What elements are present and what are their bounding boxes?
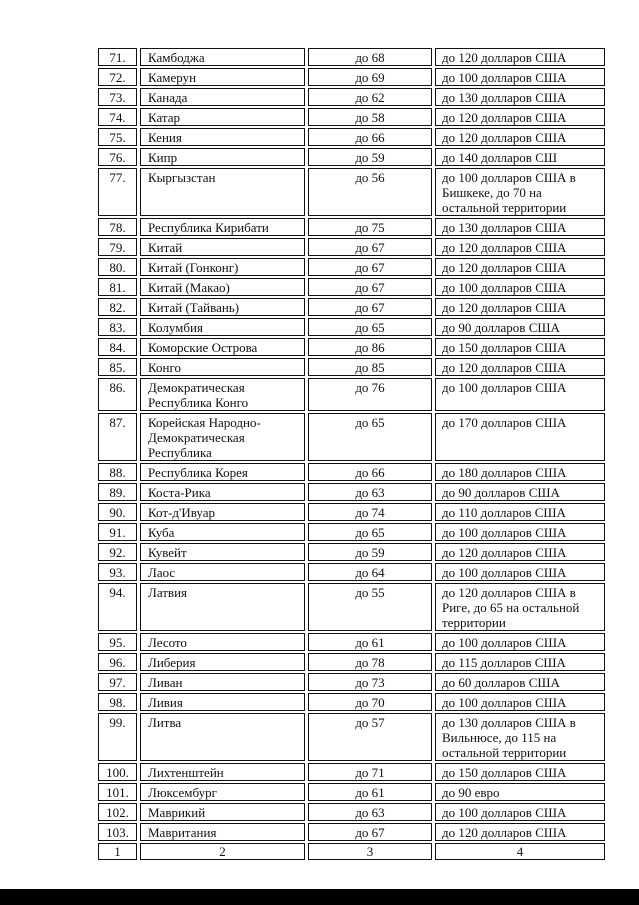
country-name: Камбоджа — [140, 48, 305, 66]
table-row — [98, 218, 605, 236]
column-4-value: до 140 долларов СШ — [435, 148, 605, 166]
row-number: 71. — [98, 48, 137, 66]
country-name: Кот-д'Ивуар — [140, 503, 305, 521]
row-number: 83. — [98, 318, 137, 336]
column-4-value: до 120 долларов США — [435, 238, 605, 256]
table-row — [98, 763, 605, 781]
column-4-value: до 150 долларов США — [435, 763, 605, 781]
column-4-value: до 120 долларов США — [435, 298, 605, 316]
column-4-value: до 130 долларов США в Вильнюсе, до 115 на остальной территории — [435, 713, 605, 761]
table-body — [98, 48, 605, 860]
row-number: 84. — [98, 338, 137, 356]
row-number: 72. — [98, 68, 137, 86]
row-number: 78. — [98, 218, 137, 236]
column-3-value: до 69 — [308, 68, 432, 86]
table-row — [98, 483, 605, 501]
column-4-value: до 100 долларов США — [435, 278, 605, 296]
table-row — [98, 298, 605, 316]
table-row — [98, 413, 605, 461]
row-number: 100. — [98, 763, 137, 781]
column-3-value: до 66 — [308, 463, 432, 481]
country-name: Катар — [140, 108, 305, 126]
country-name: Китай — [140, 238, 305, 256]
column-3-value: до 67 — [308, 238, 432, 256]
country-name: Коста-Рика — [140, 483, 305, 501]
column-3-value: до 56 — [308, 168, 432, 216]
column-3-value: до 61 — [308, 783, 432, 801]
table-row — [98, 783, 605, 801]
table-row — [98, 148, 605, 166]
table-row — [98, 803, 605, 821]
table-row — [98, 463, 605, 481]
country-name: Ливия — [140, 693, 305, 711]
table-row — [98, 378, 605, 411]
country-name: Мавритания — [140, 823, 305, 841]
column-4-value: до 100 долларов США — [435, 693, 605, 711]
row-number: 85. — [98, 358, 137, 376]
row-number: 73. — [98, 88, 137, 106]
row-number: 76. — [98, 148, 137, 166]
row-number: 92. — [98, 543, 137, 561]
column-3-value: до 58 — [308, 108, 432, 126]
table-row — [98, 258, 605, 276]
row-number: 74. — [98, 108, 137, 126]
country-name: Демократическая Республика Конго — [140, 378, 305, 411]
row-number: 77. — [98, 168, 137, 216]
row-number: 91. — [98, 523, 137, 541]
column-4-value: до 120 долларов США — [435, 128, 605, 146]
country-name: Камерун — [140, 68, 305, 86]
table-row — [98, 653, 605, 671]
column-3-value: до 66 — [308, 128, 432, 146]
table-row — [98, 108, 605, 126]
country-name: Лаос — [140, 563, 305, 581]
column-3-value: до 67 — [308, 258, 432, 276]
scan-bottom-edge — [0, 889, 639, 905]
row-number: 75. — [98, 128, 137, 146]
column-4-value: до 120 долларов США — [435, 543, 605, 561]
row-number: 88. — [98, 463, 137, 481]
column-3-value: до 61 — [308, 633, 432, 651]
column-4-value: до 130 долларов США — [435, 88, 605, 106]
column-3-value: до 75 — [308, 218, 432, 236]
country-name: Китай (Тайвань) — [140, 298, 305, 316]
column-4-value: до 150 долларов США — [435, 338, 605, 356]
column-4-value: до 115 долларов США — [435, 653, 605, 671]
row-number: 87. — [98, 413, 137, 461]
country-name: Республика Кирибати — [140, 218, 305, 236]
column-4-value: до 100 долларов США — [435, 563, 605, 581]
column-4-value: до 120 долларов США — [435, 358, 605, 376]
table-row — [98, 318, 605, 336]
column-4-value: до 120 долларов США — [435, 258, 605, 276]
row-number: 96. — [98, 653, 137, 671]
column-4-value: до 120 долларов США — [435, 48, 605, 66]
country-name: Либерия — [140, 653, 305, 671]
column-3-value: до 67 — [308, 278, 432, 296]
column-4-value: до 120 долларов США в Риге, до 65 на остальной территории — [435, 583, 605, 631]
row-number: 86. — [98, 378, 137, 411]
country-name: Ливан — [140, 673, 305, 691]
row-number: 79. — [98, 238, 137, 256]
table-row — [98, 823, 605, 841]
column-3-value: до 64 — [308, 563, 432, 581]
column-3-value: до 57 — [308, 713, 432, 761]
country-name: Коморские Острова — [140, 338, 305, 356]
column-4-value: до 170 долларов США — [435, 413, 605, 461]
country-name: Кения — [140, 128, 305, 146]
table-row — [98, 338, 605, 356]
column-3-value: до 62 — [308, 88, 432, 106]
row-number: 101. — [98, 783, 137, 801]
column-3-value: до 67 — [308, 298, 432, 316]
country-rates-table — [95, 46, 608, 862]
row-number: 93. — [98, 563, 137, 581]
table-row — [98, 238, 605, 256]
column-3-value: до 59 — [308, 543, 432, 561]
table-row — [98, 633, 605, 651]
column-number: 2 — [140, 843, 305, 860]
row-number: 98. — [98, 693, 137, 711]
country-name: Лесото — [140, 633, 305, 651]
column-3-value: до 63 — [308, 483, 432, 501]
country-name: Канада — [140, 88, 305, 106]
country-name: Китай (Макао) — [140, 278, 305, 296]
column-3-value: до 63 — [308, 803, 432, 821]
column-4-value: до 60 долларов США — [435, 673, 605, 691]
country-name: Кипр — [140, 148, 305, 166]
country-name: Куба — [140, 523, 305, 541]
country-name: Литва — [140, 713, 305, 761]
row-number: 102. — [98, 803, 137, 821]
country-name: Республика Корея — [140, 463, 305, 481]
column-4-value: до 100 долларов США — [435, 68, 605, 86]
column-3-value: до 65 — [308, 318, 432, 336]
column-4-value: до 130 долларов США — [435, 218, 605, 236]
row-number: 95. — [98, 633, 137, 651]
table-row — [98, 673, 605, 691]
country-name: Кувейт — [140, 543, 305, 561]
row-number: 103. — [98, 823, 137, 841]
row-number: 90. — [98, 503, 137, 521]
country-name: Конго — [140, 358, 305, 376]
row-number: 80. — [98, 258, 137, 276]
column-3-value: до 70 — [308, 693, 432, 711]
column-3-value: до 78 — [308, 653, 432, 671]
column-3-value: до 73 — [308, 673, 432, 691]
column-number: 1 — [98, 843, 137, 860]
country-name: Кыргызстан — [140, 168, 305, 216]
column-3-value: до 65 — [308, 523, 432, 541]
country-name: Колумбия — [140, 318, 305, 336]
table-row — [98, 543, 605, 561]
table-row — [98, 583, 605, 631]
table-row — [98, 48, 605, 66]
table-row — [98, 713, 605, 761]
column-3-value: до 74 — [308, 503, 432, 521]
column-3-value: до 71 — [308, 763, 432, 781]
column-numbers-row — [98, 843, 605, 860]
row-number: 94. — [98, 583, 137, 631]
row-number: 81. — [98, 278, 137, 296]
column-4-value: до 120 долларов США — [435, 823, 605, 841]
column-4-value: до 90 евро — [435, 783, 605, 801]
column-4-value: до 100 долларов США — [435, 633, 605, 651]
row-number: 82. — [98, 298, 137, 316]
column-number: 4 — [435, 843, 605, 860]
column-3-value: до 76 — [308, 378, 432, 411]
country-name: Лихтенштейн — [140, 763, 305, 781]
table-row — [98, 128, 605, 146]
table-row — [98, 358, 605, 376]
column-4-value: до 100 долларов США — [435, 378, 605, 411]
country-name: Люксембург — [140, 783, 305, 801]
column-3-value: до 67 — [308, 823, 432, 841]
table-row — [98, 68, 605, 86]
country-name: Китай (Гонконг) — [140, 258, 305, 276]
country-name: Маврикий — [140, 803, 305, 821]
row-number: 97. — [98, 673, 137, 691]
column-3-value: до 65 — [308, 413, 432, 461]
column-4-value: до 100 долларов США — [435, 803, 605, 821]
row-number: 99. — [98, 713, 137, 761]
column-4-value: до 110 долларов США — [435, 503, 605, 521]
country-name: Латвия — [140, 583, 305, 631]
table-row — [98, 168, 605, 216]
column-3-value: до 55 — [308, 583, 432, 631]
table-row — [98, 278, 605, 296]
country-name: Корейская Народно- Демократическая Республика — [140, 413, 305, 461]
column-3-value: до 68 — [308, 48, 432, 66]
column-3-value: до 86 — [308, 338, 432, 356]
table-row — [98, 563, 605, 581]
column-4-value: до 100 долларов США — [435, 523, 605, 541]
table-row — [98, 693, 605, 711]
column-4-value: до 100 долларов США в Бишкеке, до 70 на остальной территории — [435, 168, 605, 216]
table-row — [98, 88, 605, 106]
column-4-value: до 90 долларов США — [435, 483, 605, 501]
table-row — [98, 523, 605, 541]
column-4-value: до 120 долларов США — [435, 108, 605, 126]
column-3-value: до 59 — [308, 148, 432, 166]
table-row — [98, 503, 605, 521]
row-number: 89. — [98, 483, 137, 501]
column-4-value: до 180 долларов США — [435, 463, 605, 481]
column-number: 3 — [308, 843, 432, 860]
column-4-value: до 90 долларов США — [435, 318, 605, 336]
column-3-value: до 85 — [308, 358, 432, 376]
